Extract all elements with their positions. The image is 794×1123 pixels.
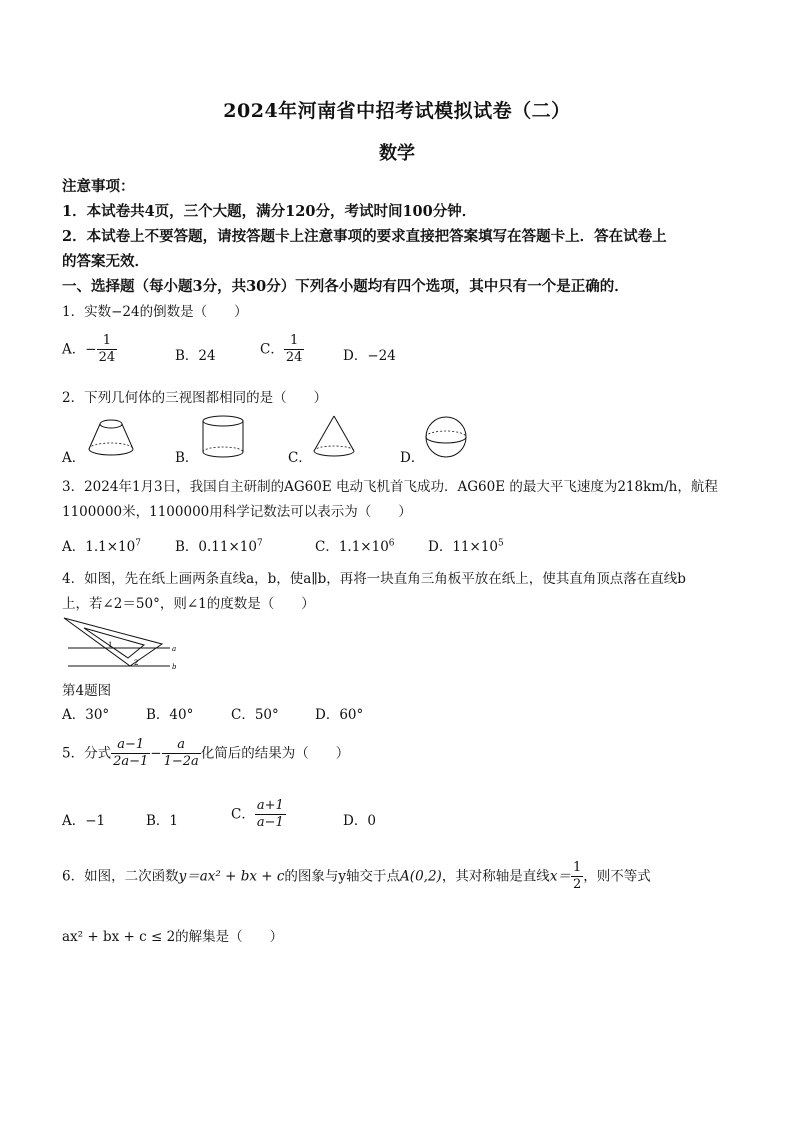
notes-heading: 注意事项： — [62, 178, 135, 195]
option-b: B．40° — [146, 707, 194, 723]
stem-text: ，其对称轴是直线 — [441, 868, 550, 885]
fraction — [284, 333, 305, 367]
frac-den: a−1 — [256, 815, 284, 831]
option-b: B．1 — [146, 813, 179, 829]
minus-sign: − — [150, 745, 162, 762]
frac-num: a+1 — [256, 798, 284, 813]
question-line: ax² + bx + c ≤ 2的解集是（ ） — [62, 929, 284, 945]
question-line: 4．如图，先在纸上画两条直线a，b，使a∥b，再将一块直角三角板平放在纸上，使其直角顶点落在直线b — [62, 571, 686, 587]
stem-text: ，则不等式 — [583, 868, 651, 885]
option-text: C．1.1×10 — [315, 539, 389, 555]
fig-label-2: 2 — [134, 659, 139, 667]
option-d: D．−24 — [343, 348, 396, 364]
question-line — [62, 860, 651, 894]
note-item: 1．本试卷共4页，三个大题，满分120分，考试时间100分钟． — [62, 203, 477, 220]
option-c — [260, 333, 304, 367]
frac-den: 1−2a — [163, 754, 199, 770]
section-heading: 一、选择题（每小题3分，共30分）下列各小题均有四个选项，其中只有一个是正确的． — [62, 278, 629, 295]
option-b: B． — [175, 450, 199, 466]
fraction — [162, 737, 201, 771]
option-d — [428, 535, 504, 555]
fraction — [111, 737, 150, 771]
option-text: B．0.11×10 — [175, 539, 257, 555]
exponent: 6 — [388, 538, 395, 549]
option-c — [315, 535, 395, 555]
cone-icon — [311, 414, 357, 460]
question-stem — [62, 737, 349, 771]
math-expr: x＝ — [549, 868, 571, 885]
note-item: 2．本试卷上不要答题，请按答题卡上注意事项的要求直接把答案填写在答题卡上．答在试卷上 — [62, 228, 667, 245]
fraction — [571, 860, 583, 894]
frac-num: 1 — [572, 860, 582, 875]
fig-label-a: a — [172, 645, 177, 653]
figure-caption: 第4题图 — [62, 683, 112, 699]
option-c: C． — [288, 450, 312, 466]
option-text: A．1.1×10 — [62, 539, 136, 555]
option-b: B．24 — [175, 348, 216, 364]
math-expr: A(0,2) — [400, 868, 442, 885]
frac-den: 2a−1 — [113, 754, 149, 770]
exam-title: 2024年河南省中招考试模拟试卷（二） — [223, 100, 571, 122]
stem-text: 化简后的结果为（ ） — [200, 745, 350, 762]
option-d: D．60° — [315, 707, 364, 723]
frac-den: 24 — [98, 350, 116, 366]
question-line: 上，若∠2＝50°，则∠1的度数是（ ） — [62, 596, 315, 612]
question-line: 1100000米，1100000用科学记数法可以表示为（ ） — [62, 504, 412, 520]
math-expr: y＝ax² + bx + c — [178, 868, 285, 885]
sphere-icon — [423, 414, 469, 460]
fig-label-1: 1 — [108, 641, 113, 649]
frustum-icon — [86, 416, 136, 458]
option-label: C． — [231, 806, 255, 823]
option-b — [175, 535, 263, 555]
option-text: D．11×10 — [428, 539, 498, 555]
option-a — [62, 535, 141, 555]
option-a: A．30° — [62, 707, 110, 723]
frac-den: 2 — [572, 877, 582, 893]
stem-text: 5．分式 — [62, 745, 112, 762]
fig-label-b: b — [172, 663, 177, 671]
option-label: A．− — [62, 341, 97, 358]
option-c: C．50° — [231, 707, 279, 723]
question-stem: 1．实数−24的倒数是（ ） — [62, 304, 248, 320]
exponent: 5 — [498, 538, 504, 549]
exponent: 7 — [135, 538, 141, 549]
cylinder-icon — [200, 414, 246, 460]
frac-den: 24 — [285, 350, 303, 366]
option-label: C． — [260, 341, 284, 358]
fraction — [255, 798, 286, 832]
exam-subject: 数学 — [379, 143, 415, 164]
option-a: A．−1 — [62, 813, 106, 829]
exponent: 7 — [256, 538, 263, 549]
note-item: 的答案无效． — [62, 253, 149, 270]
fraction — [97, 333, 118, 367]
triangle-ruler-figure — [62, 616, 182, 672]
frac-num: 1 — [289, 333, 299, 348]
stem-text: 6．如图，二次函数 — [62, 868, 179, 885]
frac-num: 1 — [102, 333, 111, 348]
stem-text: 的图象与y轴交于点 — [284, 868, 401, 885]
frac-num: a — [177, 737, 186, 752]
option-a — [62, 333, 117, 367]
frac-num: a−1 — [117, 737, 145, 752]
option-d: D．0 — [343, 813, 376, 829]
question-stem: 2．下列几何体的三视图都相同的是（ ） — [62, 390, 328, 406]
option-d: D． — [400, 450, 425, 466]
question-line: 3．2024年1月3日，我国自主研制的AG60E 电动飞机首飞成功．AG60E 的最大平飞速度为218km/h，航程 — [62, 479, 718, 495]
option-a: A． — [62, 450, 86, 466]
option-c — [231, 798, 286, 832]
